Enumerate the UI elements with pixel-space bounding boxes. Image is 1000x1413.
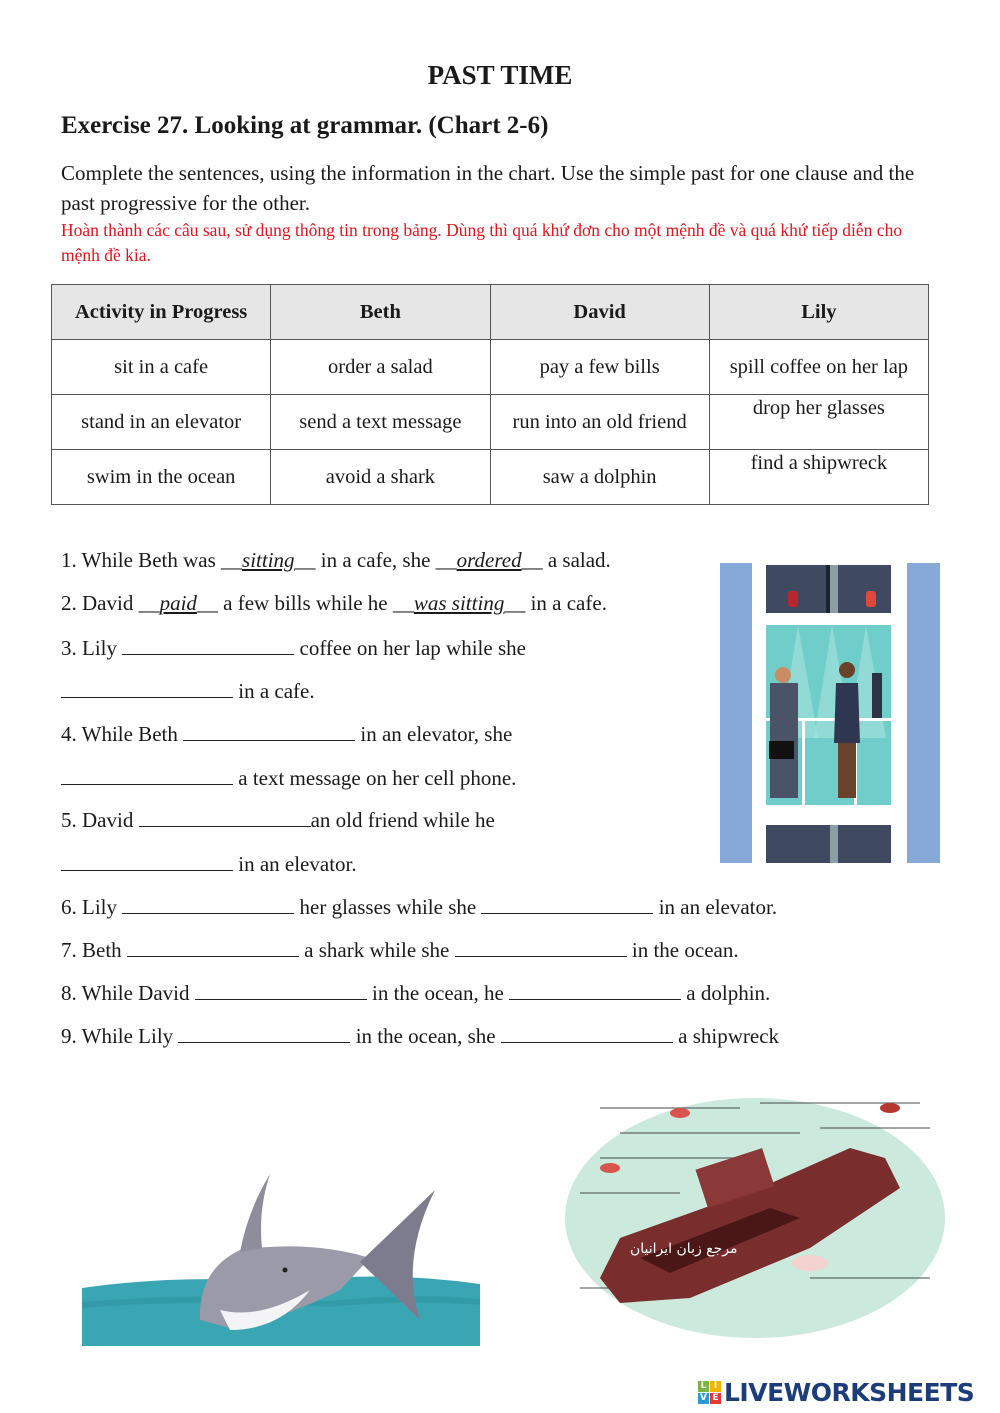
question-text: in the ocean, she <box>355 1024 496 1048</box>
exercise-title: Exercise 27. Looking at grammar. (Chart 2-6) <box>61 112 549 139</box>
question-7 <box>61 936 739 963</box>
question-number: 9. <box>61 1024 77 1048</box>
question-text: a dolphin. <box>686 981 771 1005</box>
question-8 <box>61 979 770 1006</box>
instructions-vietnamese: Hoàn thành các câu sau, sử dụng thông tin trong bảng. Dùng thì quá khứ đơn cho một mệnh đề và quá khứ tiếp diễn cho mệnh đề kia. <box>61 220 903 265</box>
table-header-row <box>52 285 929 340</box>
shipwreck-illustration <box>560 1088 950 1348</box>
question-5 <box>61 806 495 833</box>
question-text: in a cafe. <box>530 591 607 615</box>
elevator-illustration <box>720 563 940 863</box>
shark-illustration <box>80 1170 482 1346</box>
table-cell: stand in an elevator <box>52 395 271 450</box>
table-cell: swim in the ocean <box>52 450 271 505</box>
logo-block: I <box>710 1381 721 1392</box>
question-text: in an elevator. <box>658 895 778 919</box>
question-3-continued <box>61 677 315 704</box>
question-number: 4. <box>61 722 77 746</box>
answer-blank-1a[interactable]: __sitting__ <box>221 548 316 572</box>
answer-blank-2a[interactable]: __paid__ <box>138 591 218 615</box>
table-cell: saw a dolphin <box>490 450 709 505</box>
question-2 <box>61 591 607 616</box>
table-cell: sit in a cafe <box>52 340 271 395</box>
table-cell: send a text message <box>271 395 490 450</box>
question-text: a shark while she <box>304 938 450 962</box>
header-activity: Activity in Progress <box>52 285 271 340</box>
answer-blank-3a[interactable] <box>122 634 294 655</box>
question-text: a salad. <box>547 548 611 572</box>
answer-blank-8b[interactable] <box>509 979 681 1000</box>
question-text: in the ocean, he <box>372 981 504 1005</box>
header-beth: Beth <box>271 285 490 340</box>
question-text: in an elevator, she <box>360 722 513 746</box>
question-3 <box>61 634 526 661</box>
answer-blank-5a[interactable] <box>139 806 311 827</box>
answer-blank-4a[interactable] <box>183 720 355 741</box>
table-row <box>52 340 929 395</box>
answer-text: paid <box>159 591 197 615</box>
question-4 <box>61 720 512 747</box>
logo-text: LIVEWORKSHEETS <box>724 1378 975 1407</box>
question-5-continued <box>61 850 357 877</box>
liveworksheets-logo[interactable] <box>698 1378 974 1407</box>
question-1 <box>61 548 611 573</box>
question-text: While Lily <box>81 1024 174 1048</box>
answer-blank-8a[interactable] <box>195 979 367 1000</box>
answer-blank-4b[interactable] <box>61 764 233 785</box>
question-text: in an elevator. <box>238 852 357 876</box>
header-david: David <box>490 285 709 340</box>
answer-blank-2b[interactable]: __was sitting__ <box>392 591 526 615</box>
shipwreck-watermark: مرجع زبان ایرانیان <box>630 1241 738 1257</box>
answer-text: was sitting <box>413 591 505 615</box>
logo-block: V <box>698 1393 709 1404</box>
logo-block: L <box>698 1381 709 1392</box>
table-cell: find a shipwreck <box>709 450 928 505</box>
question-number: 5. <box>61 808 77 832</box>
question-text: David <box>82 591 134 615</box>
question-text: coffee on her lap while she <box>299 636 526 660</box>
question-number: 6. <box>61 895 77 919</box>
question-9 <box>61 1022 779 1049</box>
question-text: Lily <box>82 636 117 660</box>
question-text: in a cafe, she <box>320 548 431 572</box>
logo-blocks-icon <box>698 1381 721 1404</box>
question-number: 3. <box>61 636 77 660</box>
instructions: Complete the sentences, using the information in the chart. Use the simple past for one clause and the past progressive for the other. <box>61 161 915 215</box>
table-cell: run into an old friend <box>490 395 709 450</box>
answer-blank-5b[interactable] <box>61 850 233 871</box>
question-text: Lily <box>82 895 117 919</box>
question-number: 2. <box>61 591 77 615</box>
answer-blank-7a[interactable] <box>127 936 299 957</box>
question-6 <box>61 893 777 920</box>
activity-chart-table <box>51 284 929 505</box>
table-cell: pay a few bills <box>490 340 709 395</box>
page-title: PAST TIME <box>427 60 573 90</box>
question-number: 1. <box>61 548 77 572</box>
header-lily: Lily <box>709 285 928 340</box>
question-4-continued <box>61 764 516 791</box>
answer-text: ordered <box>456 548 522 572</box>
question-text: a few bills while he <box>223 591 388 615</box>
question-text: in the ocean. <box>631 938 739 962</box>
question-text: While Beth was <box>81 548 216 572</box>
question-number: 8. <box>61 981 77 1005</box>
answer-blank-3b[interactable] <box>61 677 233 698</box>
question-text: a shipwreck <box>678 1024 780 1048</box>
table-cell: order a salad <box>271 340 490 395</box>
table-row <box>52 450 929 505</box>
question-number: 7. <box>61 938 77 962</box>
table-cell: drop her glasses <box>709 395 928 450</box>
question-text: Beth <box>82 938 122 962</box>
table-cell: spill coffee on her lap <box>709 340 928 395</box>
answer-blank-6b[interactable] <box>481 893 653 914</box>
table-row <box>52 395 929 450</box>
question-text: David <box>82 808 134 832</box>
question-text: a text message on her cell phone. <box>238 766 517 790</box>
answer-blank-9b[interactable] <box>501 1022 673 1043</box>
question-text: While David <box>81 981 190 1005</box>
answer-blank-9a[interactable] <box>178 1022 350 1043</box>
logo-block: E <box>710 1393 721 1404</box>
answer-text: sitting <box>242 548 295 572</box>
answer-blank-7b[interactable] <box>455 936 627 957</box>
question-text: an old friend while he <box>310 808 495 832</box>
answer-blank-1b[interactable]: __ordered__ <box>435 548 543 572</box>
table-cell: avoid a shark <box>271 450 490 505</box>
question-text: her glasses while she <box>299 895 477 919</box>
question-text: While Beth <box>81 722 178 746</box>
answer-blank-6a[interactable] <box>122 893 294 914</box>
question-text: in a cafe. <box>238 679 315 703</box>
